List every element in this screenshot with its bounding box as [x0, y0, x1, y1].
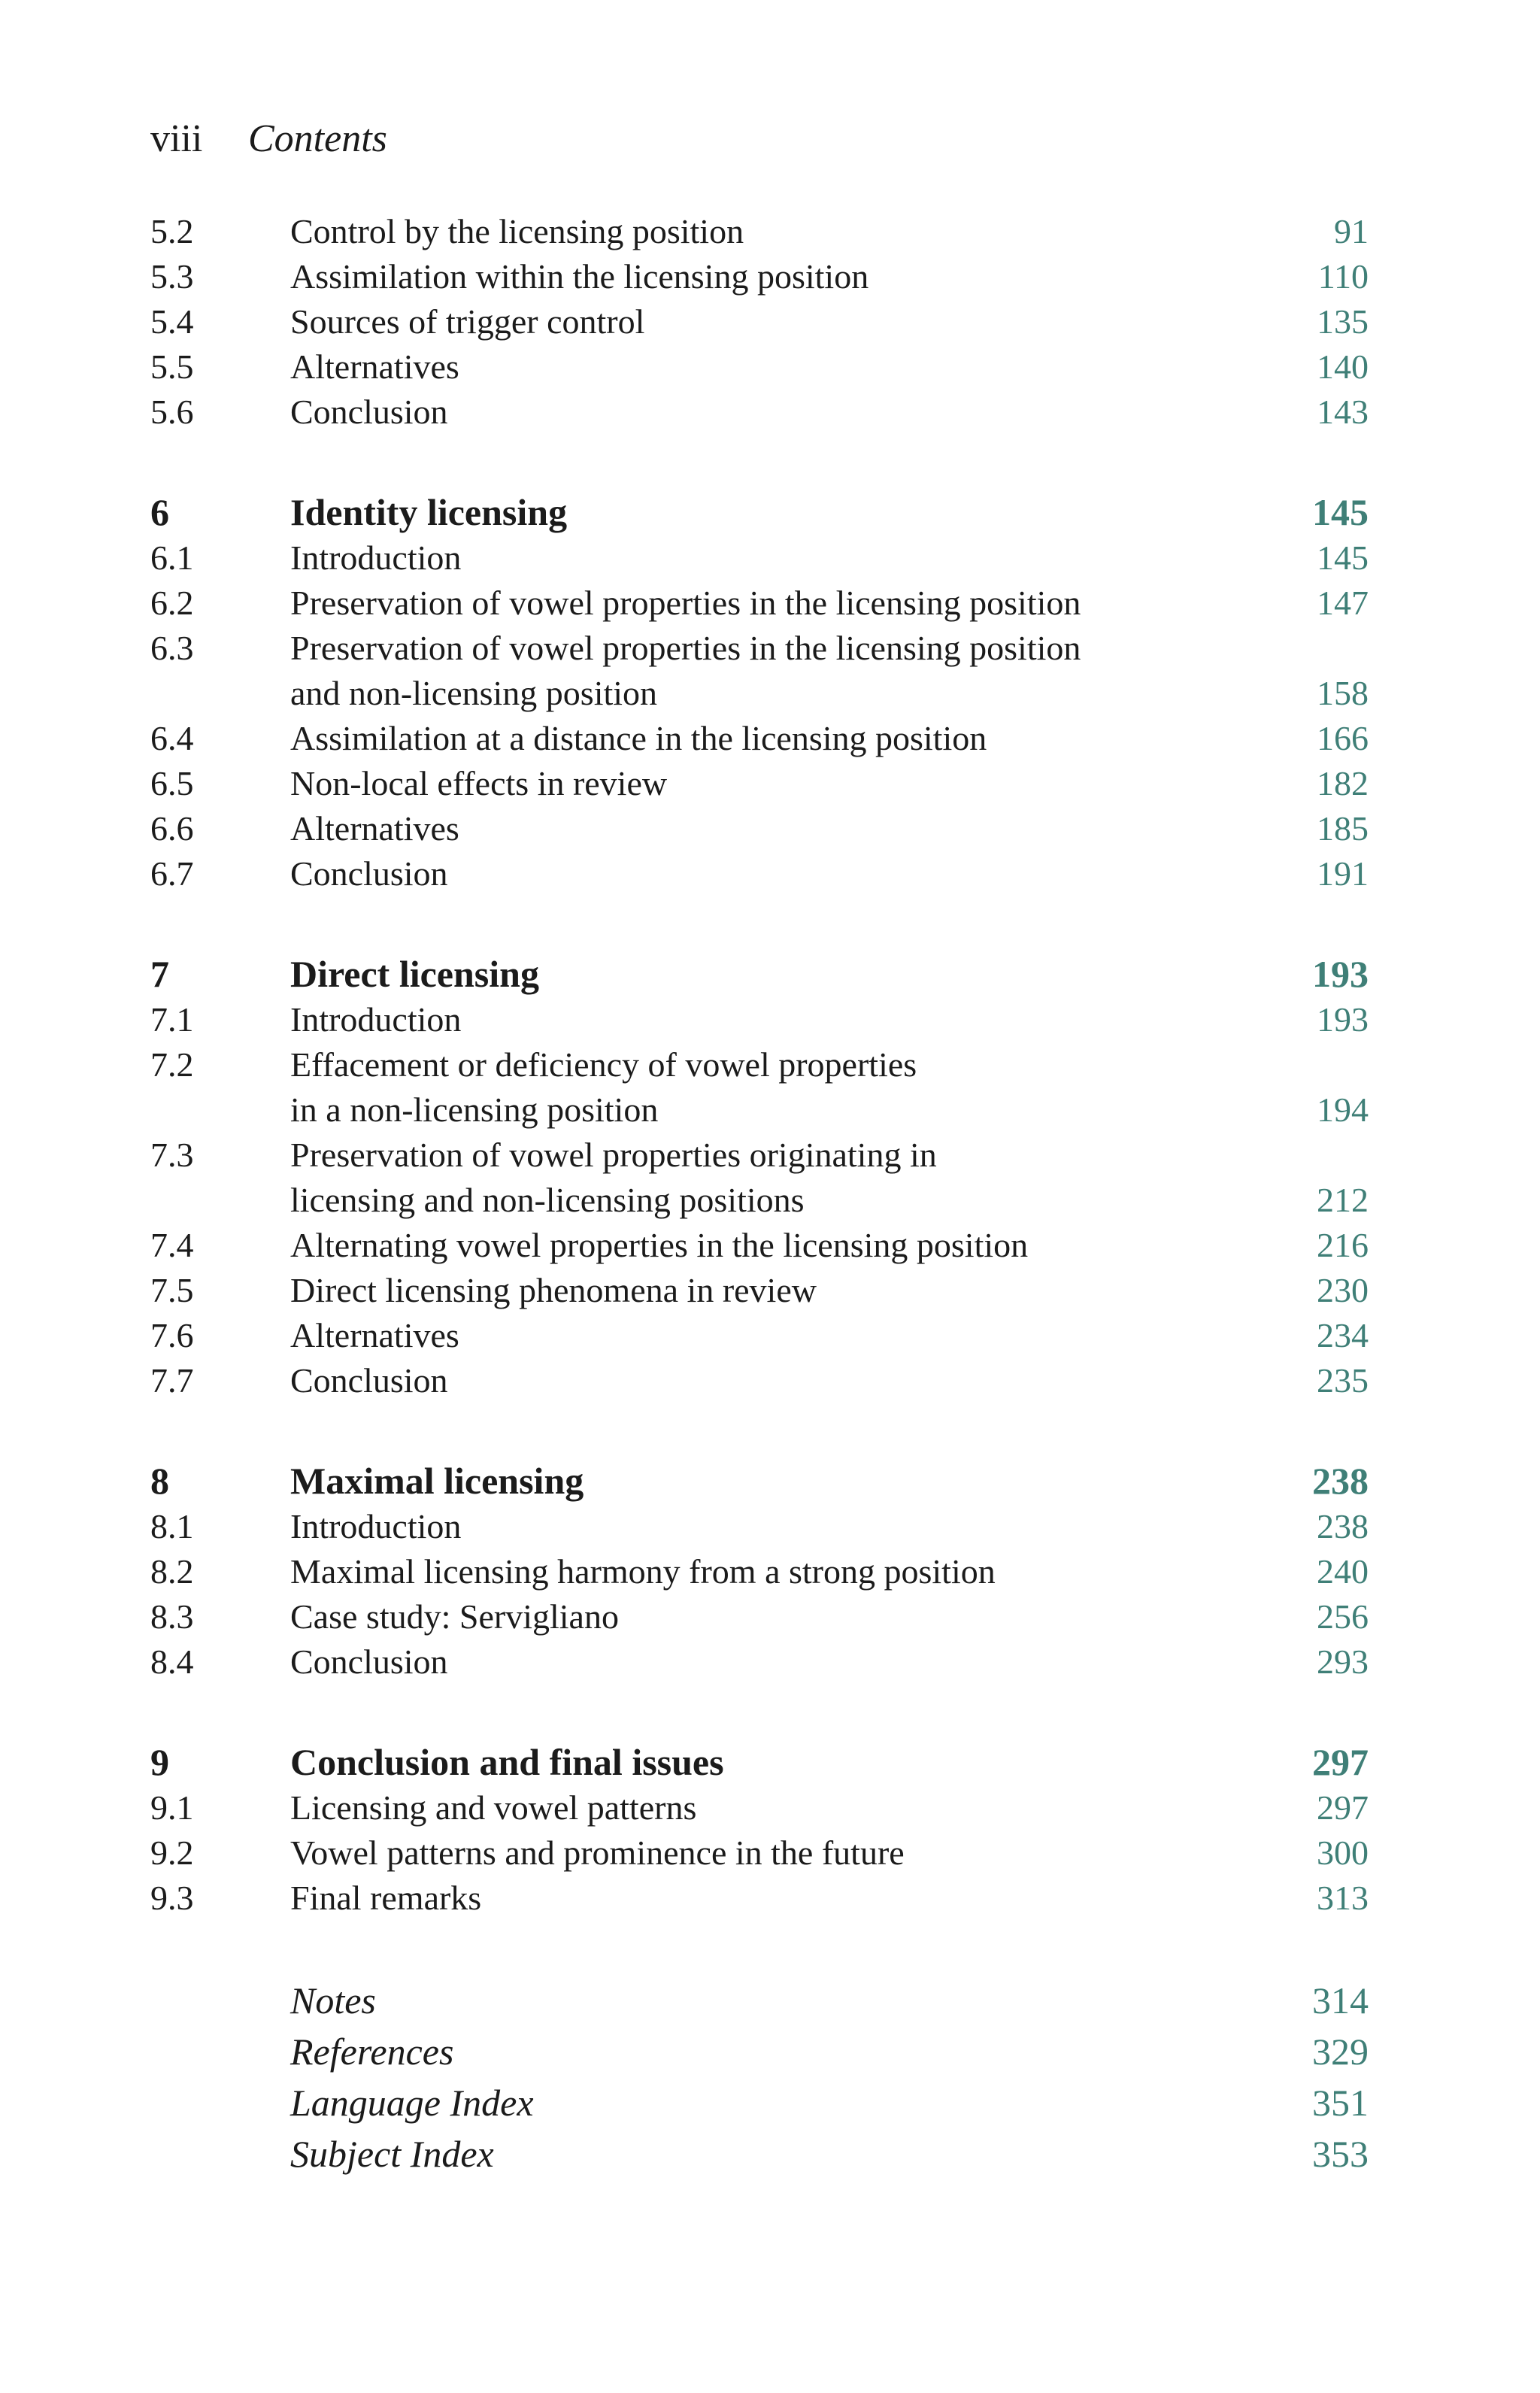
toc-entry-number: 8.1: [150, 1507, 194, 1545]
toc-section-row: [150, 1639, 1369, 1685]
toc-entry-number: 5.5: [150, 347, 194, 386]
toc-entry-title: Conclusion: [290, 393, 448, 431]
toc-entry-title: Effacement or deficiency of vowel properties in a non-licensing position: [290, 1045, 917, 1129]
toc-section-row: [150, 1358, 1369, 1403]
toc-entry-page-number: 230: [1317, 1271, 1369, 1309]
toc-entry-title: Notes: [290, 1979, 376, 2021]
toc-section-row: [150, 1876, 1369, 1921]
toc-entry-title: Alternatives: [290, 809, 459, 848]
toc-entry-number: 7.3: [150, 1136, 194, 1174]
toc-section-row: [150, 254, 1369, 299]
toc-entry-page-number: 212: [1317, 1181, 1369, 1219]
toc-chapter-row: [150, 489, 1369, 535]
toc-entry-title: Conclusion: [290, 1361, 448, 1400]
toc-section-row: [150, 1830, 1369, 1876]
toc-entry-title: Alternating vowel properties in the licensing position: [290, 1226, 1029, 1264]
toc-entry-number: 6.3: [150, 629, 194, 667]
toc-entry-title: Preservation of vowel properties in the licensing position and non-licensing position: [290, 629, 1081, 712]
toc-section-row: [150, 716, 1369, 761]
toc-backmatter-row: [150, 2026, 1369, 2077]
toc-backmatter-row: [150, 2077, 1369, 2128]
toc-section-row: [150, 761, 1369, 806]
toc-entry-number: 7.5: [150, 1271, 194, 1309]
toc-entry-number: 7.1: [150, 1000, 194, 1039]
toc-entry-title: References: [290, 2031, 454, 2073]
toc-entry-title: Conclusion and final issues: [290, 1741, 724, 1783]
toc-entry-page-number: 182: [1317, 764, 1369, 802]
toc-section-row: [150, 581, 1369, 626]
toc-entry-page-number: 234: [1317, 1316, 1369, 1354]
toc-entry-number: 9.2: [150, 1833, 194, 1872]
toc-entry-page-number: 300: [1317, 1833, 1369, 1872]
toc-entry-title: Maximal licensing: [290, 1460, 584, 1502]
toc-entry-page-number: 91: [1334, 212, 1369, 250]
toc-entry-title: Conclusion: [290, 1642, 448, 1681]
toc-entry-page-number: 238: [1312, 1460, 1369, 1502]
toc-entry-title: Introduction: [290, 1507, 462, 1545]
toc-entry-page-number: 297: [1312, 1741, 1369, 1783]
toc-entry-page-number: 191: [1317, 854, 1369, 893]
toc-entry-number: 5.2: [150, 212, 194, 250]
toc-entry-number: 5.3: [150, 257, 194, 296]
toc-entry-title: Maximal licensing harmony from a strong position: [290, 1552, 996, 1591]
toc-entry-page-number: 329: [1312, 2031, 1369, 2073]
toc-entry-title: Alternatives: [290, 347, 459, 386]
toc-section-row: [150, 626, 1369, 716]
toc-entry-page-number: 256: [1317, 1597, 1369, 1636]
toc-entry-page-number: 143: [1317, 393, 1369, 431]
toc-entry-number: 6.4: [150, 719, 194, 757]
toc-section-row: [150, 1268, 1369, 1313]
toc-entry-title: Introduction: [290, 1000, 462, 1039]
toc-entry-title: Sources of trigger control: [290, 302, 645, 341]
toc-chapter-row: [150, 1739, 1369, 1785]
toc-entry-title: Identity licensing: [290, 491, 568, 533]
toc-entry-number: 6: [150, 491, 169, 533]
toc-section-row: [150, 1594, 1369, 1639]
toc-entry-number: 7.2: [150, 1045, 194, 1084]
running-head-title: Contents: [248, 117, 387, 160]
toc-entry-page-number: 293: [1317, 1642, 1369, 1681]
toc-entry-number: 8.4: [150, 1642, 194, 1681]
toc-entry-number: 7.4: [150, 1226, 194, 1264]
toc-entry-title: Vowel patterns and prominence in the future: [290, 1833, 905, 1872]
toc-section-row: [150, 535, 1369, 581]
toc-entry-page-number: 145: [1317, 538, 1369, 577]
toc-entry-title: Direct licensing phenomena in review: [290, 1271, 817, 1309]
table-of-contents: [150, 209, 1369, 2179]
toc-entry-title: Final remarks: [290, 1879, 482, 1917]
toc-entry-page-number: 297: [1317, 1788, 1369, 1827]
toc-entry-title: Licensing and vowel patterns: [290, 1788, 697, 1827]
toc-entry-page-number: 216: [1317, 1226, 1369, 1264]
toc-entry-title: Non-local effects in review: [290, 764, 668, 802]
toc-section-row: [150, 1313, 1369, 1358]
toc-entry-title: Subject Index: [290, 2133, 494, 2175]
toc-entry-number: 9: [150, 1741, 169, 1783]
toc-entry-title: Language Index: [290, 2082, 534, 2124]
toc-entry-page-number: 193: [1312, 953, 1369, 995]
toc-entry-title: Preservation of vowel properties originating in licensing and non-licensing positions: [290, 1136, 937, 1219]
toc-entry-number: 5.6: [150, 393, 194, 431]
toc-entry-number: 6.6: [150, 809, 194, 848]
toc-entry-page-number: 166: [1317, 719, 1369, 757]
toc-section-row: [150, 1549, 1369, 1594]
toc-entry-title: Preservation of vowel properties in the licensing position: [290, 584, 1081, 622]
page-folio: viii: [150, 117, 203, 160]
toc-entry-title: Case study: Servigliano: [290, 1597, 619, 1636]
toc-entry-title: Introduction: [290, 538, 462, 577]
toc-entry-page-number: 147: [1317, 584, 1369, 622]
toc-backmatter-row: [150, 2128, 1369, 2179]
toc-entry-title: Direct licensing: [290, 953, 539, 995]
toc-entry-number: 8: [150, 1460, 169, 1502]
toc-backmatter-row: [150, 1975, 1369, 2026]
toc-section-row: [150, 997, 1369, 1042]
toc-entry-number: 6.7: [150, 854, 194, 893]
toc-entry-title: Conclusion: [290, 854, 448, 893]
toc-section-row: [150, 851, 1369, 896]
toc-entry-page-number: 193: [1317, 1000, 1369, 1039]
toc-entry-page-number: 145: [1312, 491, 1369, 533]
toc-entry-title: Control by the licensing position: [290, 212, 744, 250]
toc-entry-title: Alternatives: [290, 1316, 459, 1354]
toc-entry-page-number: 353: [1312, 2133, 1369, 2175]
toc-chapter-row: [150, 951, 1369, 997]
toc-section-row: [150, 1785, 1369, 1830]
toc-entry-page-number: 158: [1317, 674, 1369, 712]
toc-entry-number: 9.3: [150, 1879, 194, 1917]
toc-entry-title: Assimilation within the licensing position: [290, 257, 869, 296]
toc-entry-number: 7: [150, 953, 169, 995]
toc-entry-number: 6.1: [150, 538, 194, 577]
toc-entry-title: Assimilation at a distance in the licensing position: [290, 719, 987, 757]
toc-entry-page-number: 194: [1317, 1090, 1369, 1129]
toc-entry-page-number: 235: [1317, 1361, 1369, 1400]
toc-section-row: [150, 390, 1369, 435]
toc-entry-page-number: 135: [1317, 302, 1369, 341]
toc-chapter-row: [150, 1457, 1369, 1504]
toc-section-row: [150, 1042, 1369, 1133]
toc-section-row: [150, 1504, 1369, 1549]
toc-entry-number: 7.7: [150, 1361, 194, 1400]
toc-section-row: [150, 1133, 1369, 1223]
toc-section-row: [150, 806, 1369, 851]
toc-entry-page-number: 351: [1312, 2082, 1369, 2124]
toc-entry-number: 5.4: [150, 302, 194, 341]
toc-section-row: [150, 299, 1369, 344]
toc-entry-page-number: 313: [1317, 1879, 1369, 1917]
toc-section-row: [150, 1223, 1369, 1268]
running-head: [150, 113, 387, 165]
toc-entry-number: 6.2: [150, 584, 194, 622]
toc-entry-number: 7.6: [150, 1316, 194, 1354]
toc-entry-page-number: 140: [1317, 347, 1369, 386]
toc-entry-page-number: 240: [1317, 1552, 1369, 1591]
toc-entry-number: 9.1: [150, 1788, 194, 1827]
toc-entry-page-number: 238: [1317, 1507, 1369, 1545]
toc-entry-page-number: 185: [1317, 809, 1369, 848]
toc-entry-number: 8.2: [150, 1552, 194, 1591]
toc-section-row: [150, 344, 1369, 390]
toc-entry-page-number: 110: [1317, 257, 1369, 296]
toc-entry-page-number: 314: [1312, 1979, 1369, 2021]
toc-entry-number: 8.3: [150, 1597, 194, 1636]
toc-entry-number: 6.5: [150, 764, 194, 802]
toc-section-row: [150, 209, 1369, 254]
